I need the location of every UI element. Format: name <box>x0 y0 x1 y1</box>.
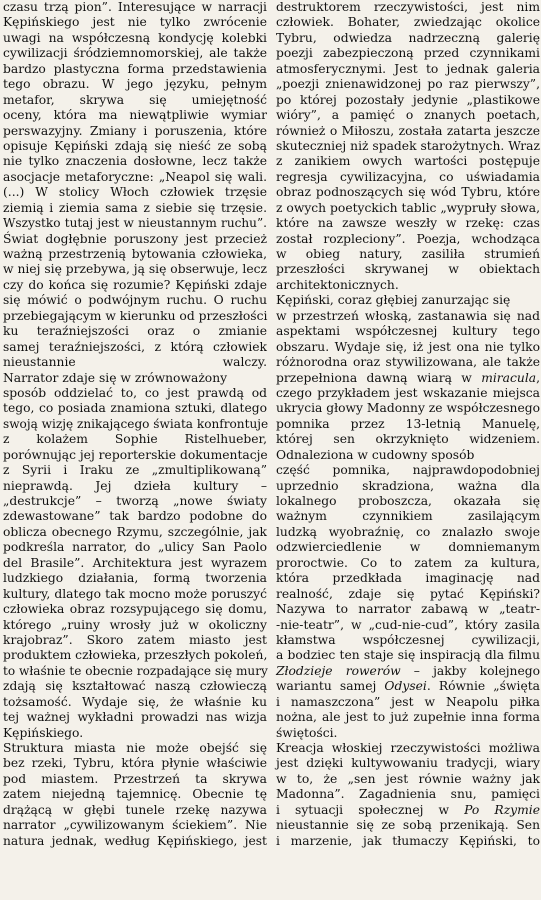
text-line: nieustannie się ze sobą przenikają. Sen <box>276 818 540 833</box>
text-line: produktem człowieka, przeszłych pokoleń, <box>3 648 268 663</box>
text-line: „poezji znienawidzonej po raz pierwszy”, <box>276 77 540 92</box>
text-line: wióry”, a pamięć o znanych poetach, <box>276 108 540 123</box>
text-line: świętości. <box>276 725 338 740</box>
text-line: proroctwie. Co to zatem za kultura, <box>276 555 540 570</box>
text-line: destruktorem rzeczywistości, jest nim <box>276 0 540 14</box>
text-line: Kreacja włoskiej rzeczywistości możliwa <box>276 741 540 755</box>
text-line: samej teraźniejszości, z którą człowiek <box>3 339 267 354</box>
text-line: w przestrzeń włoską, zastanawia się nad <box>276 308 540 323</box>
text-line: lokalnego proboszcza, okazała się <box>276 494 540 508</box>
text-line: tego, co posiada znamiona sztuki, dlatego <box>3 401 267 416</box>
text-line: Kępińskiego. <box>3 725 84 740</box>
text-line: tożsamość. Wydaje się, że właśnie ku <box>3 694 267 709</box>
text-line: (...) W stolicy Włoch człowiek trzęsie <box>3 185 267 200</box>
text-line: w to, że „sen jest równie ważny jak <box>276 771 540 786</box>
text-line: pomnika przez 13-letnią Manuelę, <box>276 416 540 431</box>
text-line: z kolażem Sophie Ristelhueber, <box>3 432 267 447</box>
text-line: został rozpleciony”. Poezja, wchodząca <box>276 231 540 246</box>
text-line: z Syrii i Iraku ze „zmultiplikowaną” <box>3 463 267 478</box>
text-line: pod miastem. Przestrzeń ta skrywa <box>3 771 267 786</box>
text-line: aspektami współczesnej kultury tego <box>276 324 540 339</box>
text-line: się mówić o podwójnym ruchu. O ruchu <box>3 293 267 308</box>
text-line: „destrukcje” – tworzą „nowe światy <box>3 494 267 508</box>
text-line: tej ważnej wykładni prowadzi nas wizja <box>3 710 267 725</box>
text-line: również o Miłoszu, została zatarta jeszcze <box>276 123 540 138</box>
text-line: z zanikiem owych wartości postępuje <box>276 154 540 169</box>
text-line: Narrator zdaje się w zrównoważony <box>3 370 228 385</box>
text-line: czasu trzą pion”. Interesujące w narracji <box>3 0 267 14</box>
text-line: asocjacje metaforyczne: „Neapol się wali. <box>3 169 267 184</box>
text-line: ważnym czynnikiem zasilającym <box>276 509 540 524</box>
text-line: część pomnika, najprawdopodobniej <box>276 463 540 478</box>
text-line: Kępiński, coraz głębiej zanurzając się <box>276 293 511 308</box>
text-line: wariantu samej Odysei. Równie „święta <box>276 679 540 694</box>
text-line: tego obrazu. W jego języku, pełnym <box>3 77 267 92</box>
text-line: to właśnie te obecnie rozpadające się mury <box>3 663 268 678</box>
text-line: nie tylko znaczenia dosłowne, lecz także <box>3 154 267 169</box>
text-line: ku teraźniejszości oraz o zmianie <box>3 324 267 339</box>
text-line: narrator „cywilizowanym ściekiem”. Nie <box>3 818 267 833</box>
text-line: obraz podnoszących się wód Tybru, które <box>276 185 540 200</box>
text-line: architektonicznych. <box>276 277 399 292</box>
text-line: w obieg natury, zasiliła strumień <box>276 247 540 261</box>
text-line: przebiegającym w kierunku od przeszłości <box>3 308 268 323</box>
text-line: zdają się kształtować naszą człowieczą <box>3 679 267 694</box>
text-line: Nazywa to narrator zabawą w „teatr- <box>276 602 540 617</box>
text-line: a bodziec ten staje się inspiracją dla filmu <box>276 648 540 663</box>
text-line: Struktura miasta nie może obejść się <box>3 741 267 755</box>
text-line: cywilizacji śródziemnomorskiej, ale także <box>3 46 267 61</box>
text-line: zatem niejedną tajemnicę. Obecnie tę <box>3 787 267 802</box>
text-line: przepełniona dawną wiarą w miracula, <box>276 370 540 385</box>
text-line: regresja cywilizacyjna, co uświadamia <box>276 169 540 184</box>
text-line: ludzkiego działania, formą tworzenia <box>3 571 267 586</box>
text-line: kłamstwa współczesnej cywilizacji, <box>276 632 540 647</box>
text-line: Odnaleziona w cudowny sposób <box>276 447 475 462</box>
text-line: Kępińskiego jest nie tylko zwrócenie <box>3 15 267 30</box>
text-line: i sytuacji społecznej w Po Rzymie <box>276 802 540 817</box>
text-line: przeszłości skrywanej w obiektach <box>276 262 540 277</box>
text-line: czego przykładem jest wskazanie miejsca <box>276 385 540 400</box>
text-line: bardzo plastyczna forma przedstawienia <box>3 61 267 76</box>
text-line: obszaru. Wydaje się, iż jest ona nie tylko <box>276 339 540 354</box>
text-line: Tybru, odwiedza nadrzeczną galerię <box>276 30 540 45</box>
text-line: odzwierciedlenie w domniemanym <box>276 540 540 555</box>
text-line: podkreśla narrator, do „ulicy San Paolo <box>3 540 267 555</box>
text-line: realność, zdaje się pytać Kępiński? <box>276 586 540 601</box>
text-line: czy do końca się rozumie? Kępiński zdaje <box>3 277 267 292</box>
text-line: natura jednak, według Kępińskiego, jest <box>3 833 267 848</box>
text-line: Madonna”. Zagadnienia snu, pamięci <box>276 787 540 802</box>
text-line: zdewastowane” tak bardzo podobne do <box>3 509 267 524</box>
text-line: uprzednio skradziona, ważna dla <box>276 478 540 493</box>
text-line: drążącą w głębi tunele rzekę nazywa <box>3 802 267 817</box>
text-line: Złodzieje rowerów – jakby kolejnego <box>276 663 541 678</box>
text-line: której sen okrzyknięto widzeniem. <box>276 432 540 447</box>
text-line: sposób oddzielać to, co jest prawdą od <box>3 385 267 400</box>
text-line: Świat dogłębnie poruszony jest przecież <box>3 231 267 246</box>
text-line: oblicza obecnego Rzymu, szczególnie, jak <box>3 524 267 539</box>
text-line: poezji zabezpieczoną przed czynnikami <box>276 46 540 61</box>
text-line: nożna, ale jest to już zupełnie inna forma <box>276 710 540 725</box>
text-line: perswazyjny. Zmiany i poruszenia, które <box>3 123 267 138</box>
text-line: skuteczniej niż spadek starożytnych. Wraz <box>276 138 540 153</box>
text-line: człowieka obraz rozsypującego się domu, <box>3 602 267 617</box>
text-line: kultury, dlatego tak mocno może poruszyć <box>3 586 267 601</box>
text-line: nieustannie walczy. <box>3 355 267 370</box>
text-line: którego „ruiny wrosły już w okoliczny <box>3 617 267 632</box>
text-line: i namaszczona” jest w Neapolu piłka <box>276 694 540 709</box>
text-line: atmosferycznymi. Jest to jednak galeria <box>276 61 540 76</box>
text-line: jest dzięki kultywowaniu tradycji, wiary <box>276 756 540 771</box>
text-line: ukrycia głowy Madonny ze współczesnego <box>276 401 540 416</box>
text-line: które na zawsze weszły w rzekę: czas <box>276 216 540 231</box>
text-line: ludzką wyobraźnię, co znalazło swoje <box>276 524 540 539</box>
right-text-column <box>276 0 540 849</box>
text-line: swoją wizję znikającego świata konfrontuje <box>3 416 269 431</box>
text-line: bez rzeki, Tybru, która płynie właściwie <box>3 756 267 771</box>
text-line: metafor, skrywa się umiejętność <box>3 92 267 107</box>
text-line: del Brasile”. Architektura jest wyrazem <box>3 555 267 570</box>
text-line: różnorodna oraz stywilizowana, ale także <box>276 355 540 370</box>
text-line: -nie-teatr”, w „cud-nie-cud”, który zasila <box>276 617 540 632</box>
text-line: oceny, która ma niewątpliwie wymiar <box>3 108 267 123</box>
text-line: ziemią i ziemia sama z siebie się trzęsie. <box>3 200 267 215</box>
text-line: opisuje Kępiński zdają się nieść ze sobą <box>3 138 267 153</box>
text-line: uwagi na współczesną kondycję kolebki <box>3 30 267 45</box>
text-line: po której pozostały jedynie „plastikowe <box>276 92 540 107</box>
text-line: człowiek. Bohater, zwiedzając okolice <box>276 15 540 30</box>
text-line: Wszystko tutaj jest w nieustannym ruchu”. <box>3 216 267 231</box>
text-line: i marzenie, jak tłumaczy Kępiński, to <box>276 833 540 848</box>
text-line: ważną przestrzenią bytowania człowieka, <box>3 247 267 261</box>
text-line: która przedkłada imaginację nad <box>276 571 540 586</box>
text-line: z owych poetyckich tablic „wypruły słowa, <box>276 200 540 215</box>
text-line: nieprawdą. Jej dzieła kultury – <box>3 478 267 493</box>
text-line: krajobraz”. Skoro zatem miasto jest <box>3 632 267 647</box>
text-line: porównując jej reporterskie dokumentacje <box>3 447 268 462</box>
left-text-column <box>3 0 267 849</box>
text-line: w niej się przebywa, ją się obserwuje, lecz <box>3 262 267 277</box>
